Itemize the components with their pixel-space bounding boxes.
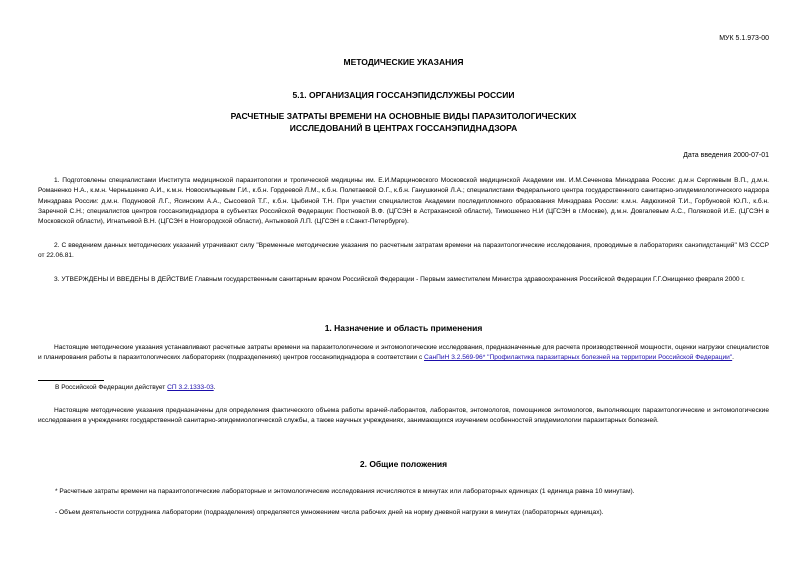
org-title: 5.1. ОРГАНИЗАЦИЯ ГОССАНЭПИДСЛУЖБЫ РОССИИ (292, 90, 515, 100)
footnote-divider (38, 380, 104, 381)
document-title (0, 110, 807, 134)
section-1-title: 1. Назначение и область применения (324, 323, 483, 333)
section-1-paragraph-1 (38, 343, 769, 364)
sp-link[interactable]: СП 3.2.1333-03 (167, 384, 214, 391)
section-1-paragraph-1-end: . (732, 354, 734, 362)
intro-paragraph-1: 1. Подготовлены специалистами Института медицинской паразитологии и тропической медицины им. Е.И.Марциновского Московской медицинской Академии им. И.М.Сеченова Минздрава России: д.м.н Сергиевым В.П., д.м.н. Романенко Н.А., к.м.н. Чернышенко А.И., к.м.н. Новосильцевым Г.И., к.б.н. Гордеевой Л.М., к.б.н. Полетаевой О.Г., к.б.н. Ганушкиной Л.А.; специалистами Федерального центра государственного санитарно-эпидемиологического надзора Минздрава России: д.м.н. Подуновой Л.Г., Ясинским А.А., Сысоевой Т.Г., к.б.н. Цыбиной Т.Н. При участии специалистов Академии последипломного образования Минздрава России: к.м.н. Авдюхиной Т.И., Горбуновой Ю.П., к.б.н. Заречной С.Н.; специалистов центров госсанэпиднадзора в субъектах Российской Федерации: Постновой В.Ф. (ЦГСЭН в Астраханской области), Тимошенко Н.И (ЦГСЭН в г.Москве), д.м.н. Довгалевым А.С., Поляковой И.Е. (ЦГСЭН в Московской области), Игнатьевой В.Н. (ЦГСЭН в Новгородской области), Антыковой Л.П. (ЦГСЭН в г.Санкт-Петербурге). (38, 177, 769, 226)
footnote (55, 384, 216, 391)
section-2-title: 2. Общие положения (359, 459, 448, 469)
footnote-end: . (213, 384, 216, 391)
footnote-text: В Российской Федерации действует (55, 384, 168, 391)
main-title: МЕТОДИЧЕСКИЕ УКАЗАНИЯ (343, 57, 464, 67)
document-title-line1: РАСЧЕТНЫЕ ЗАТРАТЫ ВРЕМЕНИ НА ОСНОВНЫЕ ВИДЫ ПАРАЗИТОЛОГИЧЕСКИХ (230, 111, 577, 121)
intro-paragraph-3 (38, 275, 769, 285)
effective-date: Дата введения 2000-07-01 (683, 152, 769, 159)
section-1-paragraph-1-text: Настоящие методические указания устанавливают расчетные затраты времени на паразитологические и энтомологические исследования, предназначенные для расчета производственной мощности, оценки нагрузки специалистов и планирования работы в паразитологических лабораториях (подразделениях) центров госсанэпиднадзора в соответствии с (38, 344, 769, 362)
approval-caps: 3. УТВЕРЖДЕНЫ И ВВЕДЕНЫ В ДЕЙСТВИЕ (54, 276, 194, 283)
sanpin-link[interactable]: СанПиН 3.2.569-96* "Профилактика паразитарных болезней на территории Российской Федерации" (424, 354, 733, 362)
section-2-item-2: - Объем деятельности сотрудника лаборатории (подразделения) определяется умножением числа рабочих дней на норму дневной нагрузки в минутах (лабораторных единицах). (55, 509, 604, 516)
intro-paragraph-2: 2. С введением данных методических указаний утрачивают силу "Временные методические указания по расчетным затратам времени на паразитологические исследования, проводимые в лабораториях санэпидстанций" МЗ СССР от 22.06.81. (38, 242, 769, 260)
document-title-line2: ИССЛЕДОВАНИЙ В ЦЕНТРАХ ГОССАНЭПИДНАДЗОРА (289, 123, 518, 133)
section-1-paragraph-2: Настоящие методические указания предназначены для определения фактического объема работы врачей-лаборантов, лаборантов, энтомологов, помощников энтомологов, выполняющих паразитологические и энтомологические исследования в учреждениях государственной санитарно-эпидемиологической службы, а также научных учреждениях, занимающихся изучением особенностей эпидемиологии паразитарных болезней. (38, 407, 769, 425)
approval-text: Главным государственным санитарным врачом Российской Федерации - Первым заместителем Министра здравоохранения Российской Федерации Г.Г.Онищенко февраля 2000 г. (193, 276, 745, 283)
doc-code: МУК 5.1.973-00 (719, 35, 769, 42)
section-2-item-1: * Расчетные затраты времени на паразитологические лабораторные и энтомологические исследования исчисляются в минутах или лабораторных единицах (1 единица равна 10 минутам). (55, 488, 635, 495)
